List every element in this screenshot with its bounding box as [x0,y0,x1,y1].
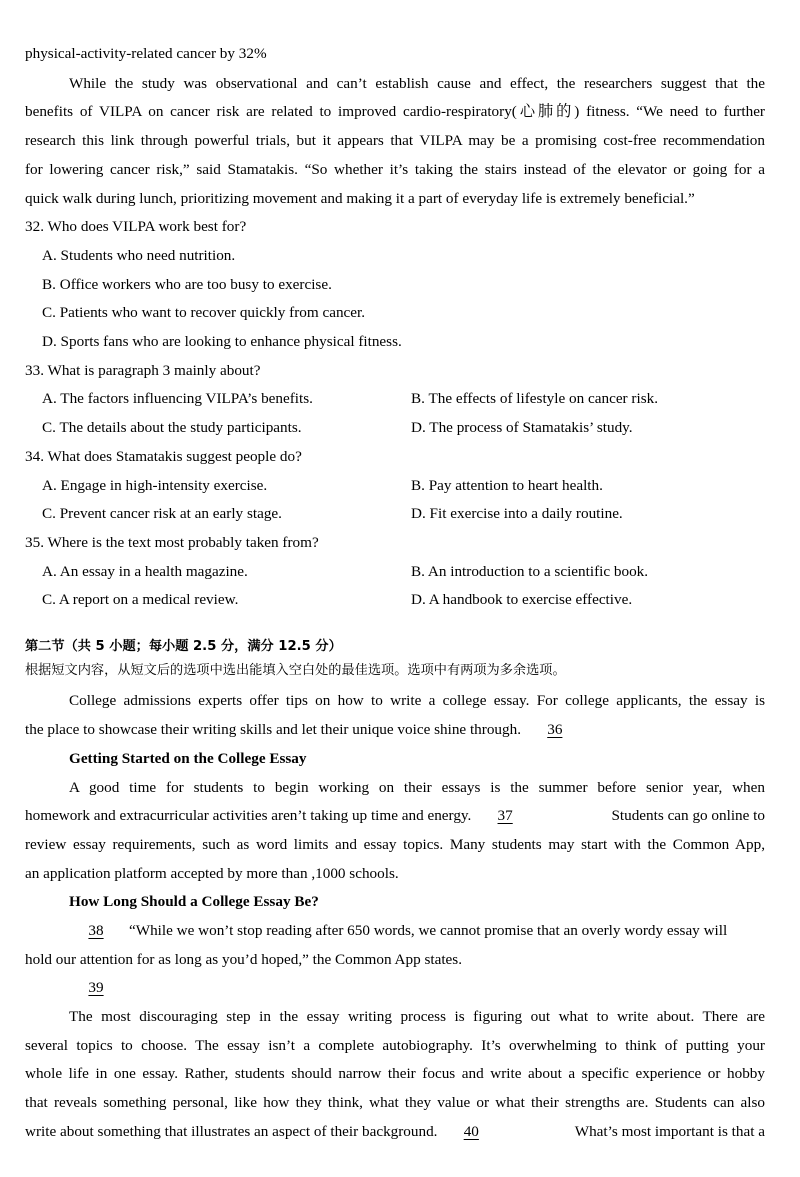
question-stem: 34. What does Stamatakis suggest people do? [25,448,302,465]
essay-line: A good time for students to begin working on their essays is the summer before senior year, when [69,779,765,796]
essay-line: College admissions experts offer tips on how to write a college essay. For college applicants, the essay is [69,692,765,709]
option-a: A. Students who need nutrition. [42,247,236,264]
subheading: How Long Should a College Essay Be? [69,893,319,910]
essay-line [69,977,765,999]
essay-line: an application platform accepted by more than ,1000 schools. [25,865,399,882]
essay-text: “While we won’t stop reading after 650 words, we cannot promise that an overly wordy essay will [129,922,728,939]
blank-36: 36 [547,721,563,738]
essay-line: that reveals something personal, like how they think, what they value or what their strengths are. Students can also [25,1094,765,1111]
option-c: C. The details about the study participants. [42,419,302,436]
essay-line [25,719,765,741]
option-b: B. Pay attention to heart health. [411,477,603,494]
option-d: D. Sports fans who are looking to enhance physical fitness. [42,333,402,350]
option-d: D. The process of Stamatakis’ study. [411,419,633,436]
essay-text: Students can go online to [611,807,765,824]
essay-line [25,805,765,827]
essay-text: write about something that illustrates an aspect of their background. [25,1123,438,1140]
passage-line: physical-activity-related cancer by 32% [25,45,267,62]
essay-line: review essay requirements, such as word limits and essay topics. Many students may start with the Common App, [25,836,765,853]
essay-text: homework and extracurricular activities aren’t taking up time and energy. [25,807,472,824]
question-stem: 33. What is paragraph 3 mainly about? [25,362,261,379]
essay-text: What’s most important is that a [574,1123,765,1140]
option-c: C. Prevent cancer risk at an early stage. [42,505,282,522]
essay-text: the place to showcase their writing skills and let their unique voice shine through. [25,721,522,738]
subheading: Getting Started on the College Essay [69,750,307,767]
essay-line: whole life in one essay. Rather, students should narrow their focus and write about a specific experience or hobby [25,1065,765,1082]
passage-line: While the study was observational and can’t establish cause and effect, the researchers suggest that the [69,75,765,92]
option-d: D. A handbook to exercise effective. [411,591,633,608]
essay-line: several topics to choose. The essay isn’t a complete autobiography. It’s overwhelming to think of putting your [25,1037,765,1054]
option-c: C. A report on a medical review. [42,591,239,608]
question-stem: 32. Who does VILPA work best for? [25,218,247,235]
option-b: B. Office workers who are too busy to exercise. [42,276,332,293]
passage-line: research this link through powerful trials, but it appears that VILPA may be a promising cost-free recommendation [25,132,765,149]
section-heading: 第二节（共 5 小题；每小题 2.5 分，满分 12.5 分） [25,639,342,654]
passage-line: for lowering cancer risk,” said Stamatakis. “So whether it’s taking the stairs instead of the elevator or going for a [25,161,765,178]
blank-37: 37 [497,807,513,824]
essay-line [25,1121,765,1143]
option-a: A. An essay in a health magazine. [42,563,248,580]
question-stem: 35. Where is the text most probably taken from? [25,534,319,551]
passage-line: quick walk during lunch, prioritizing movement and making it a part of everyday life is extremely beneficial.” [25,190,695,207]
option-a: A. Engage in high-intensity exercise. [42,477,268,494]
option-a: A. The factors influencing VILPA’s benefits. [42,390,313,407]
option-c: C. Patients who want to recover quickly from cancer. [42,304,366,321]
essay-line: hold our attention for as long as you’d hoped,” the Common App states. [25,951,462,968]
blank-39: 39 [88,979,104,996]
passage-line: benefits of VILPA on cancer risk are related to improved cardio-respiratory(心肺的) fitness. “We need to further [25,103,765,120]
option-d: D. Fit exercise into a daily routine. [411,505,623,522]
option-b: B. An introduction to a scientific book. [411,563,649,580]
option-b: B. The effects of lifestyle on cancer risk. [411,390,658,407]
blank-38: 38 [88,922,104,939]
essay-line [69,920,765,942]
blank-40: 40 [463,1123,479,1140]
essay-line: The most discouraging step in the essay writing process is figuring out what to write about. There are [69,1008,765,1025]
section-instruction: 根据短文内容，从短文后的选项中选出能填入空白处的最佳选项。选项中有两项为多余选项。 [25,663,566,678]
